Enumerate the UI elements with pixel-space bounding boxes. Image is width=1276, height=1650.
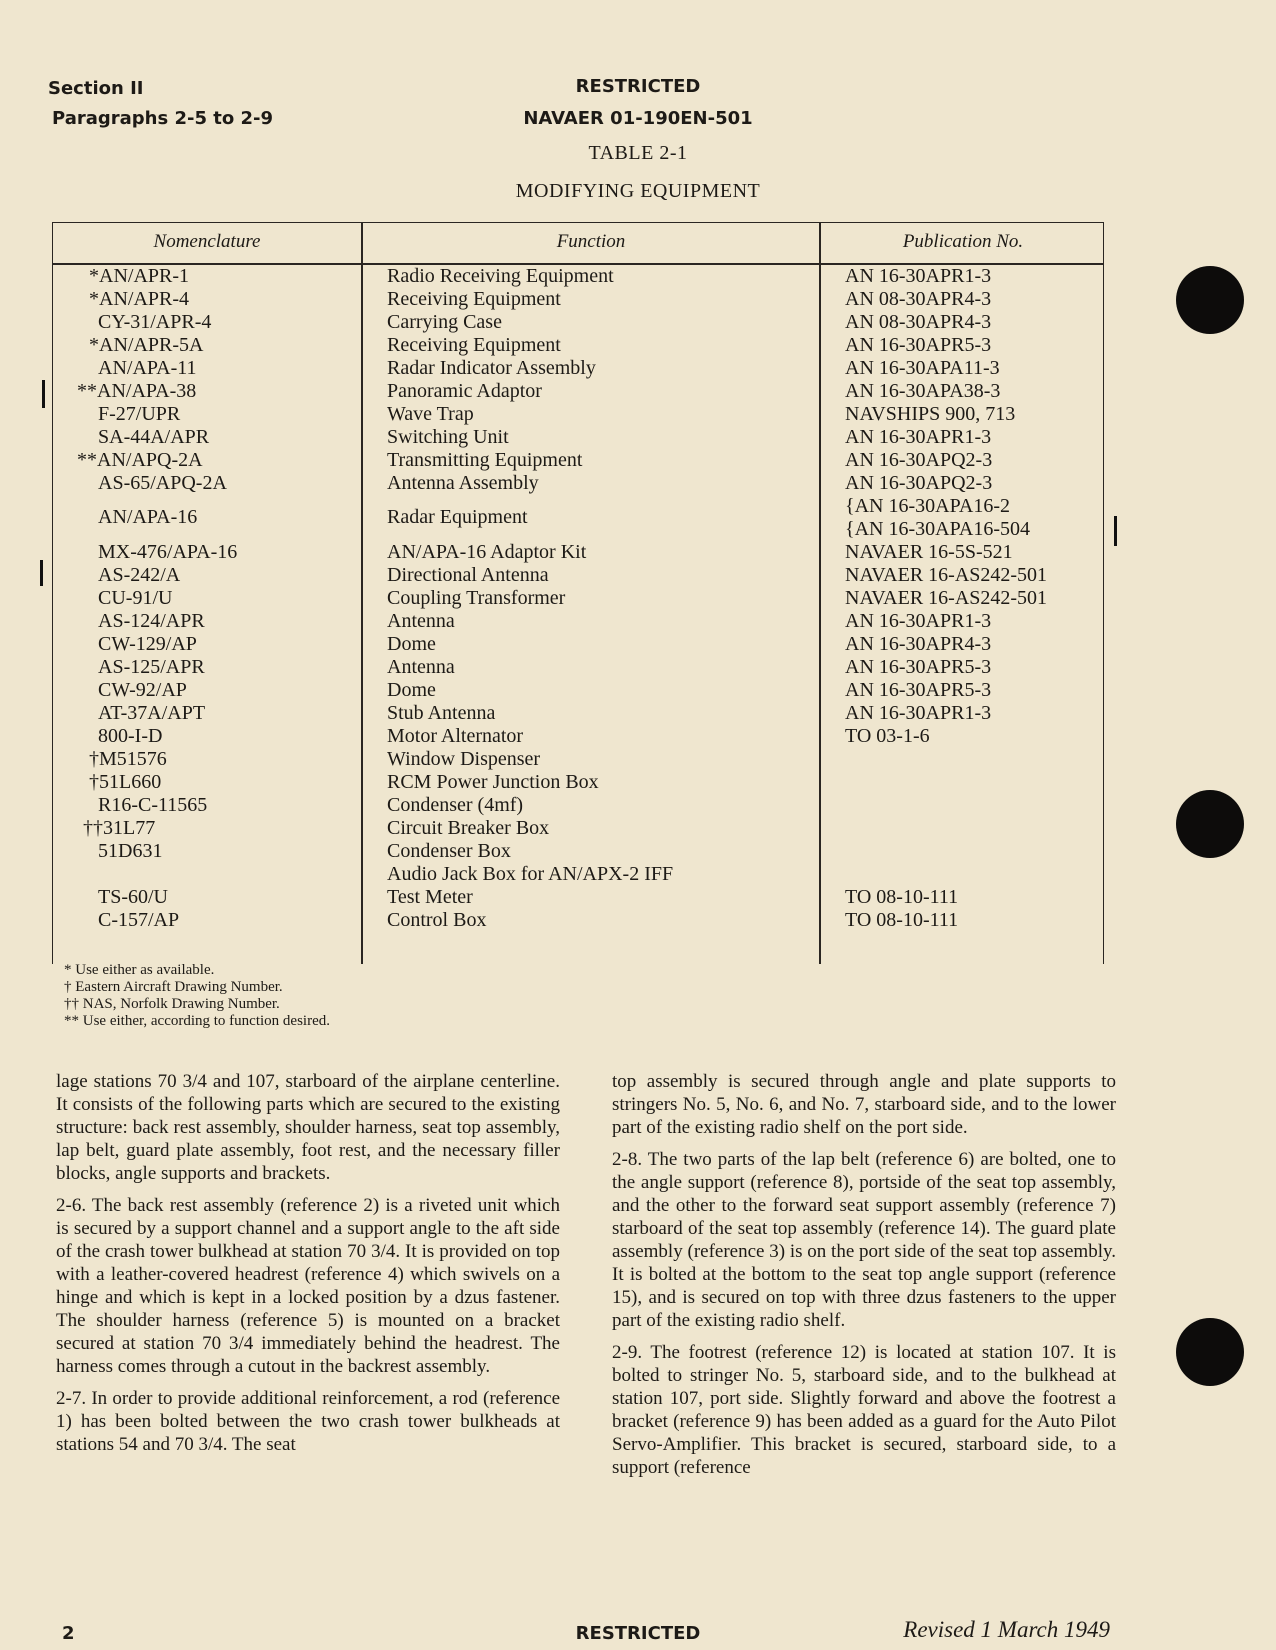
function-cell: AN/APA-16 Adaptor Kit — [387, 541, 587, 563]
table-row — [53, 633, 1103, 656]
publication-cell — [845, 357, 1000, 380]
publication-cell — [845, 679, 991, 702]
publication-cell — [845, 702, 991, 725]
table-row — [53, 679, 1103, 702]
nomenclature-cell: AS-124/APR — [98, 610, 205, 632]
function-cell: Condenser (4mf) — [387, 794, 524, 816]
publication-number: AN 16-30APQ2-3 — [845, 472, 993, 494]
table-row — [53, 587, 1103, 610]
publication-number: NAVAER 16-5S-521 — [845, 541, 1013, 563]
publication-cell — [845, 265, 991, 288]
publication-cell — [845, 380, 1000, 403]
publication-number: TO 08-10-111 — [845, 909, 959, 931]
publication-number: AN 16-30APA38-3 — [845, 380, 1001, 402]
table-row — [53, 656, 1103, 679]
function-cell: Receiving Equipment — [387, 288, 561, 310]
publication-number: AN 16-30APR5-3 — [845, 679, 992, 701]
function-cell: Control Box — [387, 909, 487, 931]
publication-number: AN 08-30APR4-3 — [845, 311, 992, 333]
publication-cell — [845, 587, 1047, 610]
function-cell: Motor Alternator — [387, 725, 524, 747]
binder-hole — [1176, 1318, 1244, 1386]
nomenclature-cell: CY-31/APR-4 — [98, 311, 212, 333]
section-label: Section II — [48, 78, 144, 99]
function-cell: Circuit Breaker Box — [387, 817, 550, 839]
publication-number: AN 08-30APR4-3 — [845, 288, 992, 310]
footnote: ** Use either, according to function desired. — [64, 1013, 330, 1029]
nomenclature-cell: AT-37A/APT — [98, 702, 206, 724]
function-cell: Transmitting Equipment — [387, 449, 583, 471]
nomenclature-cell: CW-129/AP — [98, 633, 197, 655]
nomenclature-cell: *AN/APR-5A — [89, 334, 204, 356]
footnote: * Use either as available. — [64, 962, 215, 978]
nomenclature-cell: AS-242/A — [98, 564, 181, 586]
publication-cell — [845, 495, 1030, 541]
column-header-function: Function — [556, 231, 626, 252]
publication-number: NAVSHIPS 900, 713 — [845, 403, 1016, 425]
publication-cell — [845, 564, 1047, 587]
binder-hole — [1176, 790, 1244, 858]
table-row — [53, 265, 1103, 288]
table-row — [53, 886, 1103, 909]
table-row — [53, 771, 1103, 794]
publication-cell — [845, 288, 991, 311]
function-cell: Antenna — [387, 610, 455, 632]
change-bar — [1114, 516, 1117, 546]
table-row — [53, 748, 1103, 771]
table-row — [53, 380, 1103, 403]
publication-cell — [845, 541, 1013, 564]
publication-number: AN 16-30APR5-3 — [845, 334, 992, 356]
publication-number: AN 16-30APA11-3 — [845, 357, 1000, 379]
publication-cell — [845, 656, 991, 679]
function-cell: Dome — [387, 679, 436, 701]
nomenclature-cell: *AN/APR-4 — [89, 288, 190, 310]
table-row — [53, 334, 1103, 357]
table-row — [53, 863, 1103, 886]
footer-classification: RESTRICTED — [575, 1623, 701, 1644]
table-row — [53, 472, 1103, 495]
nomenclature-cell: †M51576 — [89, 748, 167, 770]
nomenclature-cell: AS-125/APR — [98, 656, 205, 678]
nomenclature-cell: AN/APA-16 — [98, 506, 198, 528]
publication-cell — [845, 426, 991, 449]
publication-cell — [845, 311, 991, 334]
nomenclature-cell: F-27/UPR — [98, 403, 181, 425]
header-classification: RESTRICTED — [575, 76, 701, 97]
function-cell: Switching Unit — [387, 426, 509, 448]
publication-number: AN 16-30APR1-3 — [845, 265, 992, 287]
publication-cell — [845, 610, 991, 633]
publication-number: TO 03-1-6 — [845, 725, 930, 747]
table-row — [53, 449, 1103, 472]
nomenclature-cell: SA-44A/APR — [98, 426, 210, 448]
publication-number: AN 16-30APQ2-3 — [845, 449, 993, 471]
publication-number: AN 16-30APR1-3 — [845, 426, 992, 448]
column-header-publication: Publication No. — [902, 231, 1024, 252]
publication-number: {AN 16-30APA16-504 — [845, 518, 1030, 540]
table-row — [53, 357, 1103, 380]
table-row — [53, 909, 1103, 932]
nomenclature-cell: CU-91/U — [98, 587, 173, 609]
table-number: TABLE 2-1 — [588, 142, 688, 164]
table-title: MODIFYING EQUIPMENT — [515, 180, 761, 202]
function-cell: Window Dispenser — [387, 748, 541, 770]
modifying-equipment-table — [52, 222, 1104, 964]
nomenclature-cell: †51L660 — [89, 771, 162, 793]
publication-cell — [845, 472, 992, 495]
function-cell: Coupling Transformer — [387, 587, 566, 609]
paragraph: 2-8. The two parts of the lap belt (reference 6) are bolted, one to the angle support (reference 8), portside of the seat top assembly, and the other to the forward seat support assembly (reference 7) starboard of the seat top assembly (reference 14). The guard plate assembly (reference 3) is on the port side of the seat top assembly. It is bolted at the bottom to the seat top angle support (reference 15), and is secured on top with three dzus fasteners to the upper part of the existing radio shelf. — [612, 1149, 1116, 1331]
publication-number: AN 16-30APR1-3 — [845, 702, 992, 724]
function-cell: Radar Equipment — [387, 506, 528, 528]
binder-hole — [1176, 266, 1244, 334]
table-row — [53, 702, 1103, 725]
function-cell: Directional Antenna — [387, 564, 549, 586]
nomenclature-cell: AS-65/APQ-2A — [98, 472, 227, 494]
table-row — [53, 311, 1103, 334]
paragraph: lage stations 70 3/4 and 107, starboard of the airplane centerline. It consists of the following parts which are secured to the existing structure: back rest assembly, shoulder harness, seat top assembly, lap belt, guard plate assembly, foot rest, and the necessary filler blocks, angle supports and brackets. — [56, 1071, 560, 1184]
function-cell: Stub Antenna — [387, 702, 496, 724]
publication-cell — [845, 886, 958, 909]
publication-number: TO 08-10-111 — [845, 886, 959, 908]
page-number: 2 — [62, 1623, 75, 1644]
nomenclature-cell: CW-92/AP — [98, 679, 187, 701]
function-cell: Antenna — [387, 656, 455, 678]
publication-cell — [845, 633, 991, 656]
table-footnotes — [64, 962, 330, 1030]
change-bar — [42, 380, 45, 408]
nomenclature-cell: **AN/APQ-2A — [77, 449, 203, 471]
publication-number: AN 16-30APR5-3 — [845, 656, 992, 678]
document-number: NAVAER 01-190EN-501 — [523, 108, 753, 129]
publication-number: AN 16-30APR4-3 — [845, 633, 992, 655]
publication-number: NAVAER 16-AS242-501 — [845, 587, 1048, 609]
paragraph: top assembly is secured through angle and plate supports to stringers No. 5, No. 6, and No. 7, starboard side, and to the lower part of the existing radio shelf on the port side. — [612, 1071, 1116, 1138]
nomenclature-cell: C-157/AP — [98, 909, 180, 931]
nomenclature-cell: 800-I-D — [98, 725, 163, 747]
paragraph: 2-9. The footrest (reference 12) is located at station 107. It is bolted to stringer No. 5, starboard side, and to the bulkhead at station 107, port side. Slightly forward and above the footrest a bracket (reference 9) has been added as a guard for the Auto Pilot Servo-Amplifier. This bracket is secured, starboard side, to a support (reference — [612, 1342, 1116, 1478]
function-cell: Radar Indicator Assembly — [387, 357, 596, 379]
publication-number: NAVAER 16-AS242-501 — [845, 564, 1048, 586]
function-cell: Dome — [387, 633, 436, 655]
table-body — [53, 265, 1103, 932]
function-cell: Carrying Case — [387, 311, 502, 333]
table-row — [53, 794, 1103, 817]
function-cell: Antenna Assembly — [387, 472, 539, 494]
table-row — [53, 288, 1103, 311]
publication-number: AN 16-30APR1-3 — [845, 610, 992, 632]
publication-cell — [845, 449, 992, 472]
function-cell: Test Meter — [387, 886, 473, 908]
paragraph: 2-6. The back rest assembly (reference 2) is a riveted unit which is secured by a support channel and a support angle to the aft side of the crash tower bulkhead at station 70 3/4. It is provided on top with a leather-covered headrest (reference 4) which swivels on a hinge and which is kept in a locked position by a dzus fastener. The shoulder harness (reference 5) is mounted on a bracket secured at station 70 3/4 immediately behind the headrest. The harness comes through a cutout in the backrest assembly. — [56, 1195, 560, 1377]
body-column-left — [56, 1070, 560, 1465]
table-row — [53, 426, 1103, 449]
nomenclature-cell: *AN/APR-1 — [89, 265, 190, 287]
table-row — [53, 817, 1103, 840]
nomenclature-cell: **AN/APA-38 — [77, 380, 197, 402]
function-cell: Wave Trap — [387, 403, 474, 425]
publication-number: {AN 16-30APA16-2 — [845, 495, 1010, 517]
nomenclature-cell: AN/APA-11 — [98, 357, 197, 379]
publication-cell — [845, 403, 1015, 426]
footnote: † Eastern Aircraft Drawing Number. — [64, 979, 283, 995]
function-cell: Panoramic Adaptor — [387, 380, 542, 402]
table-row — [53, 403, 1103, 426]
paragraphs-label: Paragraphs 2-5 to 2-9 — [52, 108, 274, 129]
table-row — [53, 840, 1103, 863]
revision-date: Revised 1 March 1949 — [903, 1617, 1110, 1642]
nomenclature-cell: 51D631 — [98, 840, 163, 862]
nomenclature-cell: MX-476/APA-16 — [98, 541, 238, 563]
body-column-right — [612, 1070, 1116, 1488]
column-header-nomenclature: Nomenclature — [153, 231, 261, 252]
table-row — [53, 610, 1103, 633]
table-row — [53, 541, 1103, 564]
table-row — [53, 725, 1103, 748]
function-cell: Condenser Box — [387, 840, 511, 862]
publication-cell — [845, 909, 958, 932]
table-row — [53, 495, 1103, 541]
function-cell: Audio Jack Box for AN/APX-2 IFF — [387, 863, 674, 885]
publication-cell — [845, 334, 991, 357]
change-bar — [40, 560, 43, 586]
function-cell: RCM Power Junction Box — [387, 771, 599, 793]
paragraph: 2-7. In order to provide additional reinforcement, a rod (reference 1) has been bolted between the two crash tower bulkheads at stations 54 and 70 3/4. The seat — [56, 1388, 560, 1455]
nomenclature-cell: TS-60/U — [98, 886, 168, 908]
publication-cell — [845, 725, 930, 748]
footnote: †† NAS, Norfolk Drawing Number. — [64, 996, 280, 1012]
nomenclature-cell: ††31L77 — [83, 817, 156, 839]
table-row — [53, 564, 1103, 587]
function-cell: Receiving Equipment — [387, 334, 561, 356]
nomenclature-cell: R16-C-11565 — [98, 794, 208, 816]
function-cell: Radio Receiving Equipment — [387, 265, 614, 287]
